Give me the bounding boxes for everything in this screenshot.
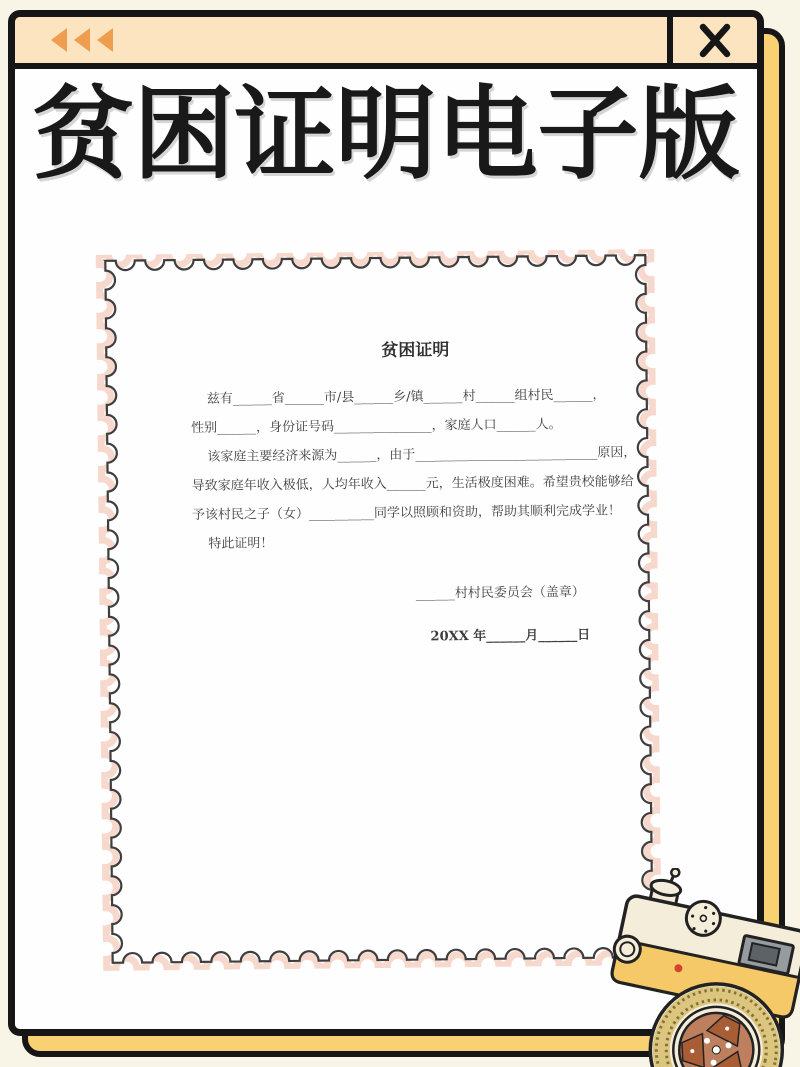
date-line: 20XX 年______月______日 [430,627,591,645]
certificate-content [91,249,661,971]
certificate-line: 该家庭主要经济来源为______，由于____________________________原因， [207,445,637,465]
left-triangle-icon [97,28,113,52]
close-button[interactable] [667,17,757,63]
certificate-title: 贫困证明 [381,340,450,361]
certificate-line: 特此证明！ [208,536,274,552]
close-x-icon [697,22,733,58]
left-triangle-icon [74,28,90,52]
signature-line: ______村村民委员会（盖章） [415,584,585,602]
certificate-line: 兹有______省______市/县______乡/镇______村______组村民______， [206,387,606,407]
window-titlebar [15,17,757,69]
back-arrows-button[interactable] [51,28,113,52]
certificate-line: 予该村民之子（女）__________同学以照顾和资助，帮助其顺利完成学业！ [191,503,622,523]
certificate-body [191,380,645,559]
camera-illustration [585,868,800,1067]
certificate-line: 导致家庭年收入极低，人均年收入______元，生活极度困难。希望贵校能够给 [191,474,634,494]
certificate-line: 性别______，身份证号码_______________，家庭人口______人。 [191,417,562,436]
page-title: 贫困证明电子版 [32,75,740,193]
camera-pin-tip-icon [671,868,680,877]
left-triangle-icon [51,28,67,52]
certificate-paper [91,249,661,971]
